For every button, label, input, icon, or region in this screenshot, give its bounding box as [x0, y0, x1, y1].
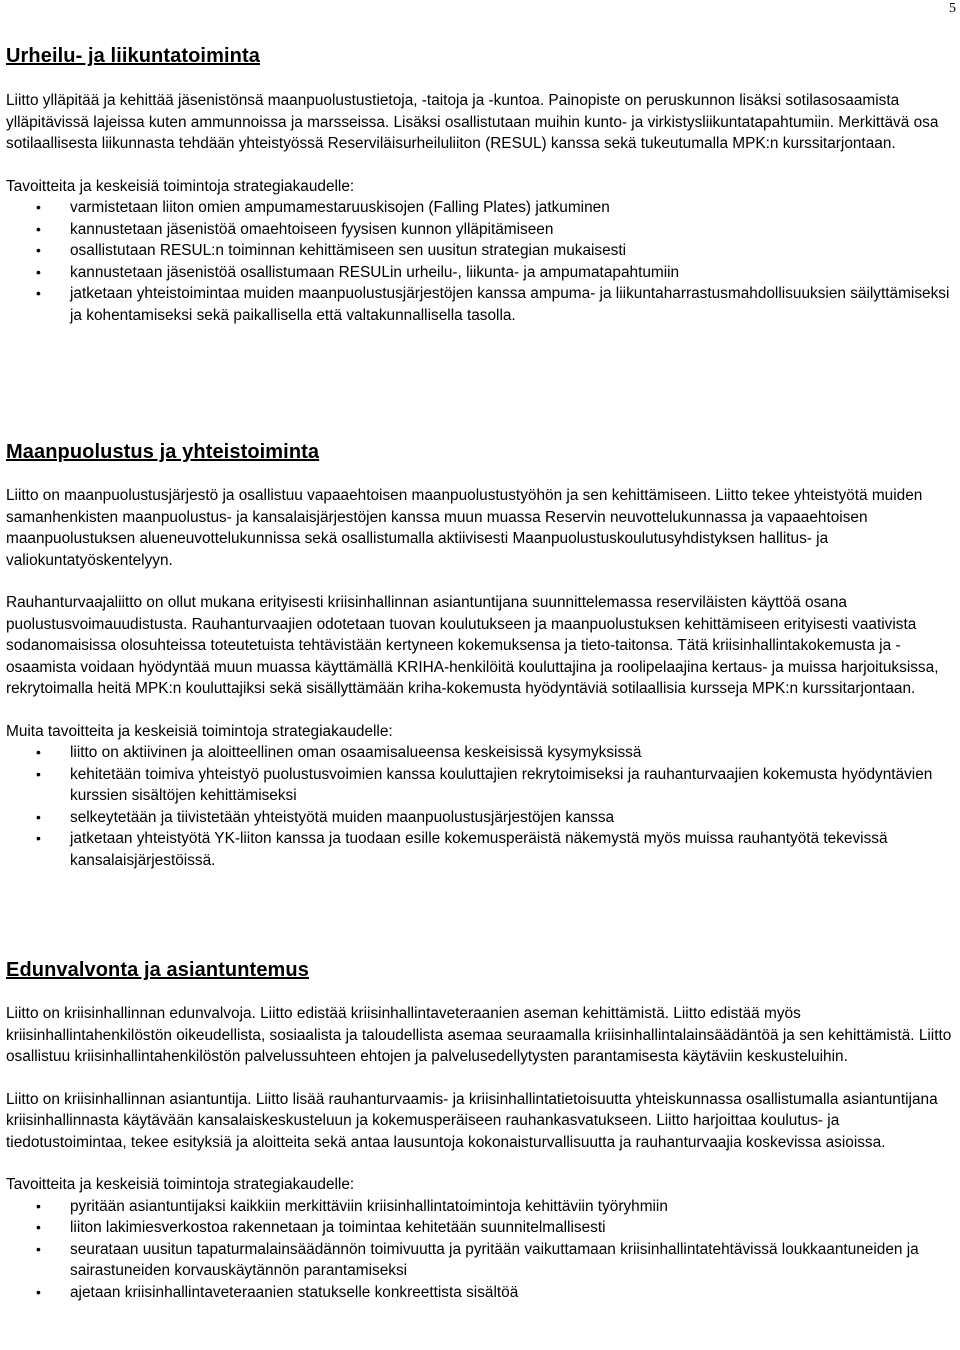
section-heading: Urheilu- ja liikuntatoiminta: [6, 45, 260, 67]
goal-list: [6, 742, 956, 871]
bullet-icon: •: [36, 808, 41, 825]
section-defence: [6, 440, 956, 871]
list-intro: Muita tavoitteita ja keskeisiä toimintoja strategiakaudelle:: [6, 722, 393, 740]
list-intro: Tavoitteita ja keskeisiä toimintoja strategiakaudelle:: [6, 177, 355, 195]
list-item: • liitto on aktiivinen ja aloitteellinen oman osaamisalueensa keskeisissä kysymyksissä: [6, 742, 956, 764]
list-item: • osallistutaan RESUL:n toiminnan kehittämiseen sen uusitun strategian mukaisesti: [6, 240, 956, 262]
section-paragraph: Liitto ylläpitää ja kehittää jäsenistönsä maanpuolustustietoja, -taitoja ja -kuntoa. Painopiste on peruskunnon lisäksi sotilasosaamista ylläpitävissä lajeissa kuten ammunnoissa ja marsseissa. Lisäksi osallistutaan muihin kunto- ja virkistysliikuntatapahtumiin. Merkittävä osa sotilaallisesta liikunnasta tehdään yhteistyössä Reserviläisurheiluliiton (RESUL) kanssa sekä tukeutumalla MPK:n kurssitarjontaan.: [6, 92, 939, 152]
bullet-icon: •: [36, 220, 41, 237]
section-heading: Maanpuolustus ja yhteistoiminta: [6, 441, 320, 463]
bullet-icon: •: [36, 263, 41, 280]
bullet-icon: •: [36, 1219, 41, 1235]
section-paragraph: Liitto on kriisinhallinnan asiantuntija. Liitto lisää rauhanturvaamis- ja kriisinhallintatietoisuutta yhteiskunnassa osallistumalla asiantuntijana kriisinhallinnasta käytävään kansalaiskeskusteluun ja kokemusperäiseen rauhankasvatukseen. Liitto harjoittaa koulutus- ja tiedotustoimintaa, tekee esityksiä ja aloitteita sekä antaa lausuntoja kokonaisturvallisuutta ja rauhanturvaajia koskevissa asioissa.: [6, 1090, 938, 1151]
goal-list: [6, 197, 956, 326]
bullet-icon: •: [36, 1197, 41, 1214]
list-item: • selkeytetään ja tiivistetään yhteistyötä muiden maanpuolustusjärjestöjen kanssa: [6, 807, 956, 829]
list-item: • varmistetaan liiton omien ampumamestaruuskisojen (Falling Plates) jatkuminen: [6, 197, 956, 219]
list-item: • ajetaan kriisinhallintaveteraanien statukselle konkreettista sisältöä: [6, 1282, 956, 1304]
list-item: • jatketaan yhteistoimintaa muiden maanpuolustusjärjestöjen kanssa ampuma- ja liikuntaharrastusmahdollisuuksien säilyttämiseksi ja kohentamiseksi sekä paikallisella että valtakunnallisella tasolla.: [36, 285, 950, 324]
bullet-icon: •: [36, 1240, 41, 1257]
list-item: • seurataan uusitun tapaturmalainsäädännön toimivuutta ja pyritään vaikuttamaan kriisinhallintatehtävissä loukkaantuneiden ja sairastuneiden korvauskäytännön parantamiseksi: [36, 1240, 919, 1279]
bullet-icon: •: [36, 242, 41, 258]
list-item: • liiton lakimiesverkostoa rakennetaan ja toimintaa kehitetään suunnitelmallisesti: [6, 1217, 956, 1239]
list-item: • kehitetään toimiva yhteistyö puolustusvoimien kanssa kouluttajien rekrytoimiseksi ja rauhanturvaajien kokemusta hyödyntävien kurssien sisältöjen kehittämiseksi: [36, 765, 933, 804]
bullet-icon: •: [36, 830, 41, 846]
section-heading: Edunvalvonta ja asiantuntemus: [6, 959, 309, 981]
bullet-icon: •: [36, 1283, 41, 1300]
goal-list: [6, 1196, 956, 1304]
section-paragraph: Liitto on kriisinhallinnan edunvalvoja. Liitto edistää kriisinhallintaveteraanien aseman kehittämistä. Liitto edistää myös kriisinhallintahenkilöstön oikeudellista, sosiaalista ja taloudellista asemaa seuraamalla kriisinhallintalainsäädäntöä ja sen kehittämistä. Liitto osallistuu kriisinhallintahenkilöstön palvelussuhteen ehtojen ja palvelusedellytysten parantamisesta käytäviin keskusteluihin.: [6, 1005, 952, 1065]
list-item: • jatketaan yhteistyötä YK-liiton kanssa ja tuodaan esille kokemusperäistä näkemystä myös muissa rauhantyötä tekevissä kansalaisjärjestöissä.: [36, 830, 888, 869]
section-paragraph: Rauhanturvaajaliitto on ollut mukana erityisesti kriisinhallinnan asiantuntijana suunnittelemassa reserviläisten käyttöä osana puolustusvoimauudistusta. Rauhanturvaajien odotetaan tuovan koulutukseen ja maanpuolustuksen kehittämiseen erityisesti vaativista sodanomaisissa olosuhteissa toteutetuista tehtävistään kertyneen kokemuksensa ja tieto-taitonsa. Tätä kriisinhallintakokemusta ja -osaamista voidaan hyödyntää muun muassa käyttämällä KRIHA-henkilöitä kouluttajina ja roolipelaajina kertaus- ja muissa harjoituksissa, rekrytoimalla heitä MPK:n kouluttajiksi sekä sisällyttämään kriha-kokemusta hyödyntäviä sotilaallisia kursseja MPK:n kurssitarjontaan.: [6, 594, 939, 697]
page-number: 5: [949, 1, 956, 16]
bullet-icon: •: [36, 199, 41, 215]
bullet-icon: •: [36, 765, 41, 782]
bullet-icon: •: [36, 744, 41, 760]
bullet-icon: •: [36, 285, 41, 301]
list-item: • kannustetaan jäsenistöä omaehtoiseen fyysisen kunnon ylläpitämiseen: [6, 219, 956, 241]
section-sports: [6, 44, 956, 326]
list-item: • pyritään asiantuntijaksi kaikkiin merkittäviin kriisinhallintatoimintoja kehittäviin työryhmiin: [6, 1196, 956, 1218]
section-paragraph: Liitto on maanpuolustusjärjestö ja osallistuu vapaaehtoisen maanpuolustustyöhön ja sen kehittämiseen. Liitto tekee yhteistyötä muiden samanhenkisten maanpuolustus- ja kansalaisjärjestöjen kanssa muun muassa Reservin neuvottelukunnassa ja vapaaehtoisen maanpuolustuksen alueneuvottelukunnissa sekä osallistumalla aktiivisesti Maanpuolustuskoulutusyhdistyksen hallitus- ja valiokuntatyöskentelyyn.: [6, 487, 923, 569]
section-advocacy: [6, 958, 956, 1303]
list-intro: Tavoitteita ja keskeisiä toimintoja strategiakaudelle:: [6, 1176, 355, 1193]
list-item: • kannustetaan jäsenistöä osallistumaan RESULin urheilu-, liikunta- ja ampumatapahtumiin: [6, 262, 956, 284]
